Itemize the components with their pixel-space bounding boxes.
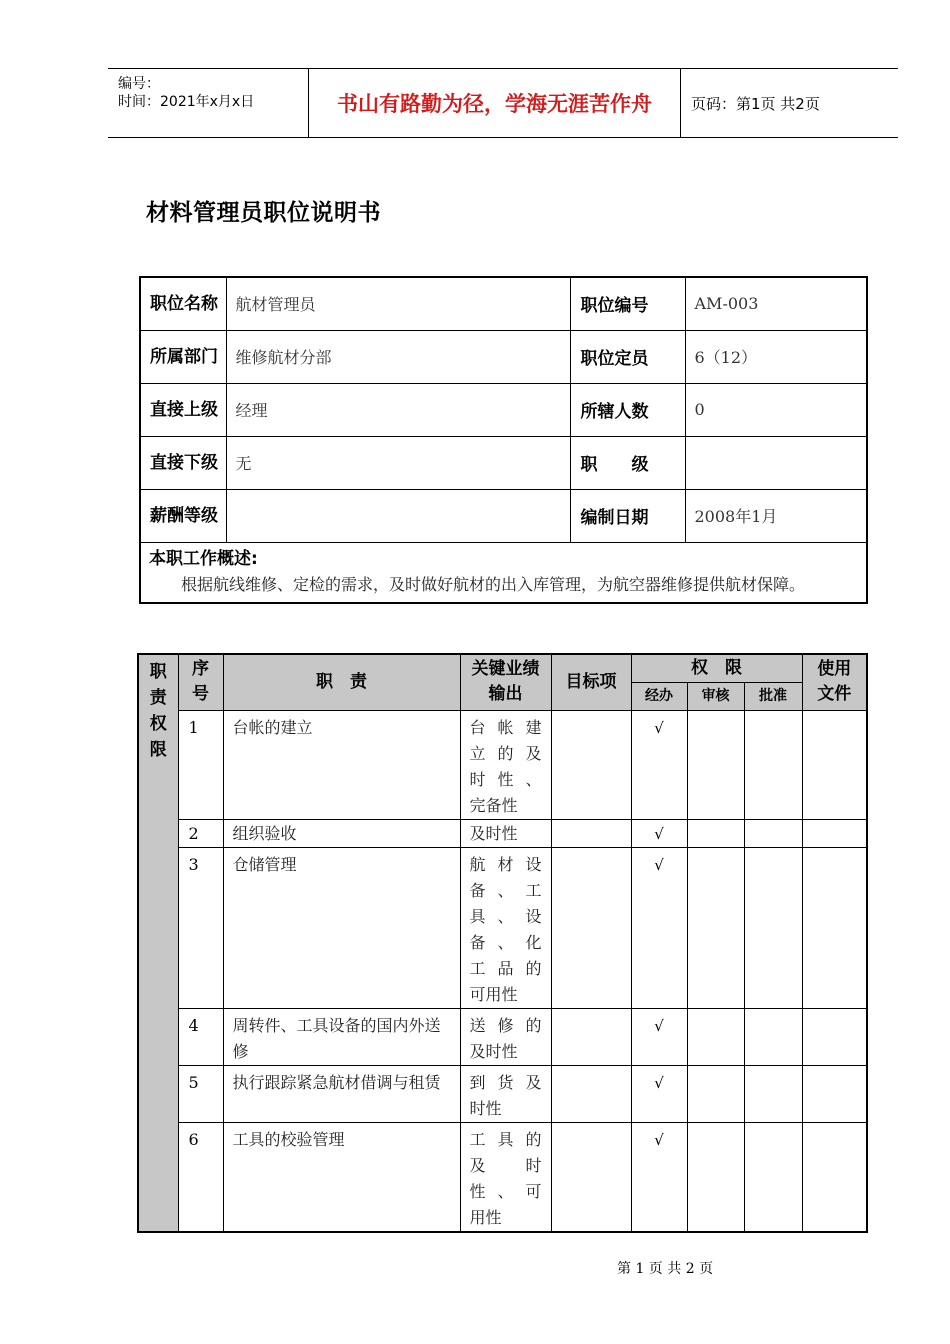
info-label: 所辖人数 [570, 383, 685, 436]
header-motto: 书山有路勤为径，学海无涯苦作舟 [308, 69, 681, 137]
info-row [140, 436, 867, 489]
info-label: 职 级 [570, 436, 685, 489]
table-row [138, 819, 867, 847]
row-target [551, 847, 631, 1008]
info-label: 职位名称 [140, 277, 226, 330]
summary-row [140, 542, 867, 603]
col-header-review: 审核 [687, 682, 744, 710]
col-header-approve: 批准 [744, 682, 802, 710]
row-target [551, 1008, 631, 1065]
row-docs [802, 1008, 867, 1065]
time-label: 时间：2021年x月x日 [118, 94, 255, 110]
info-row [140, 277, 867, 330]
col-header-no [178, 654, 223, 710]
row-approve [744, 1065, 802, 1122]
row-docs [802, 819, 867, 847]
row-kpi: 送修的 及时性 [460, 1008, 551, 1065]
info-row [140, 489, 867, 542]
row-handle: √ [631, 1122, 687, 1232]
info-value: 6（12） [685, 330, 867, 383]
row-docs [802, 1065, 867, 1122]
header-row [138, 654, 867, 682]
row-target [551, 1122, 631, 1232]
info-row [140, 330, 867, 383]
row-approve [744, 847, 802, 1008]
duties-table [137, 653, 868, 1233]
document-title: 材料管理员职位说明书 [146, 200, 381, 226]
row-approve [744, 710, 802, 819]
page-number: 第 1 页 共 2 页 [617, 1261, 714, 1277]
row-docs [802, 710, 867, 819]
info-value: 维修航材分部 [226, 330, 570, 383]
row-docs [802, 1122, 867, 1232]
info-value: 2008年1月 [685, 489, 867, 542]
col-header-kpi [460, 654, 551, 710]
row-no: 1 [178, 710, 223, 819]
row-no: 4 [178, 1008, 223, 1065]
row-kpi: 航材设 备、工 具、设 备、化 工品的 可用性 [460, 847, 551, 1008]
col-header-duty: 职 责 [223, 654, 460, 710]
row-handle: √ [631, 819, 687, 847]
col-header-authority: 权 限 [631, 654, 802, 682]
info-label: 薪酬等级 [140, 489, 226, 542]
row-no: 5 [178, 1065, 223, 1122]
row-target [551, 819, 631, 847]
header-meta [108, 69, 308, 137]
row-review [687, 710, 744, 819]
table-row [138, 1008, 867, 1065]
info-value: 无 [226, 436, 570, 489]
row-duty: 组织验收 [223, 819, 460, 847]
row-review [687, 1122, 744, 1232]
info-label: 职位编号 [570, 277, 685, 330]
row-duty: 周转件、工具设备的国内外送修 [223, 1008, 460, 1065]
row-kpi: 及时性 [460, 819, 551, 847]
info-label: 直接下级 [140, 436, 226, 489]
info-label: 职位定员 [570, 330, 685, 383]
row-approve [744, 1122, 802, 1232]
col-header-kpi-text: 关键业绩输出 [471, 659, 540, 705]
row-target [551, 1065, 631, 1122]
info-value: AM-003 [685, 277, 867, 330]
row-kpi: 工具的 及 时 性、可 用性 [460, 1122, 551, 1232]
row-approve [744, 1008, 802, 1065]
row-target [551, 710, 631, 819]
header-page-info: 页码：第1页 共2页 [691, 94, 820, 113]
row-docs [802, 847, 867, 1008]
col-header-target: 目标项 [551, 654, 631, 710]
col-header-docs [802, 654, 867, 710]
row-handle: √ [631, 847, 687, 1008]
info-value [685, 436, 867, 489]
position-info-table [139, 276, 868, 604]
row-no: 2 [178, 819, 223, 847]
info-label: 编制日期 [570, 489, 685, 542]
row-review [687, 819, 744, 847]
table-row [138, 710, 867, 819]
summary-title: 本职工作概述: [149, 548, 258, 569]
row-no: 6 [178, 1122, 223, 1232]
row-duty: 仓储管理 [223, 847, 460, 1008]
row-handle: √ [631, 1065, 687, 1122]
info-value: 经理 [226, 383, 570, 436]
row-kpi: 台帐建 立的及 时性、 完备性 [460, 710, 551, 819]
row-review [687, 1008, 744, 1065]
row-no: 3 [178, 847, 223, 1008]
side-label [138, 654, 178, 1232]
info-value: 0 [685, 383, 867, 436]
info-value [226, 489, 570, 542]
row-kpi: 到货及 时性 [460, 1065, 551, 1122]
summary-body: 根据航线维修、定检的需求，及时做好航材的出入库管理，为航空器维修提供航材保障。 [181, 574, 806, 594]
row-approve [744, 819, 802, 847]
code-label: 编号： [118, 76, 160, 92]
side-label-text: 职责权限 [149, 662, 167, 760]
table-row [138, 1122, 867, 1232]
col-header-docs-text: 使用文件 [817, 659, 852, 705]
col-header-no-text: 序号 [192, 659, 209, 705]
row-duty: 工具的校验管理 [223, 1122, 460, 1232]
table-row [138, 1065, 867, 1122]
info-row [140, 383, 867, 436]
row-handle: √ [631, 1008, 687, 1065]
info-value: 航材管理员 [226, 277, 570, 330]
info-label: 所属部门 [140, 330, 226, 383]
row-duty: 执行跟踪紧急航材借调与租赁 [223, 1065, 460, 1122]
row-duty: 台帐的建立 [223, 710, 460, 819]
row-review [687, 847, 744, 1008]
col-header-handle: 经办 [631, 682, 687, 710]
page-header [108, 68, 898, 138]
row-handle: √ [631, 710, 687, 819]
info-label: 直接上级 [140, 383, 226, 436]
job-summary [140, 542, 867, 603]
row-review [687, 1065, 744, 1122]
table-row [138, 847, 867, 1008]
